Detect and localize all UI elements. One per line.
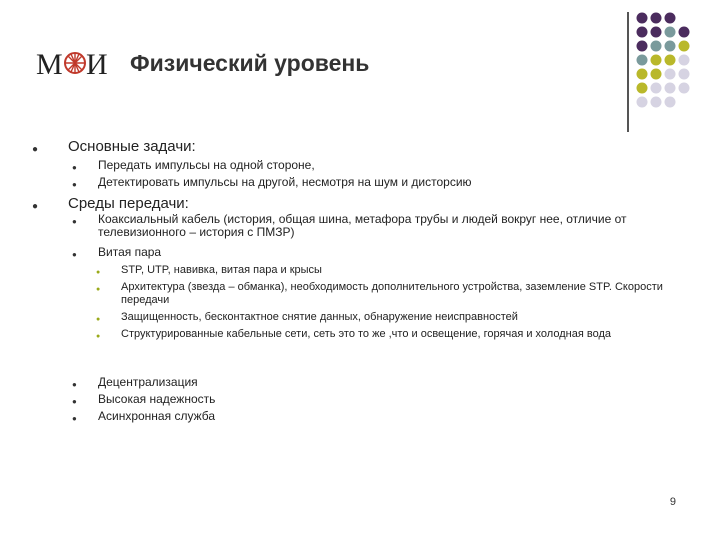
list-item: Высокая надежность [98, 392, 216, 406]
svg-text:М: М [36, 48, 63, 80]
bullet-l2: ● [72, 397, 77, 406]
decorative-dot [665, 69, 676, 80]
decorative-dot [637, 41, 648, 52]
slide-title: Физический уровень [130, 50, 370, 76]
decorative-dot [651, 27, 662, 38]
bullet-l2: ● [72, 414, 77, 423]
list-item: Коаксиальный кабель (история, общая шина, метафора трубы и людей вокруг нее, отличие от телевизионного – история с ПМЗР) [98, 212, 627, 239]
decorative-dot [679, 69, 690, 80]
bullet-l2: ● [72, 380, 77, 389]
decorative-dot [651, 41, 662, 52]
bullet-l1: ● [32, 201, 39, 212]
decorative-divider [627, 12, 629, 132]
decorative-dot [665, 13, 676, 24]
list-item: Структурированные кабельные сети, сеть это то же ,что и освещение, горячая и холодная вода [121, 328, 611, 340]
decorative-dot [665, 41, 676, 52]
bullet-l1: ● [32, 144, 39, 155]
decorative-dot [637, 27, 648, 38]
decorative-dot [665, 83, 676, 94]
topic-heading: Основные задачи: [68, 138, 196, 155]
topic-heading: Среды передачи: [68, 195, 189, 212]
decorative-dot [637, 69, 648, 80]
page-number: 9 [669, 496, 676, 508]
list-item: Передать импульсы на одной стороне, [98, 158, 315, 172]
decorative-dot [651, 69, 662, 80]
bullet-l3: ● [96, 316, 101, 323]
mei-logo [36, 44, 114, 80]
decorative-dot [651, 13, 662, 24]
list-item: Витая пара [98, 245, 162, 259]
decorative-dot [637, 55, 648, 66]
decorative-dot [651, 97, 662, 108]
decorative-dot [637, 97, 648, 108]
list-item: Децентрализация [98, 375, 198, 389]
decorative-dot [665, 27, 676, 38]
decorative-dot [679, 55, 690, 66]
decorative-dot [665, 97, 676, 108]
bullet-l2: ● [72, 250, 77, 259]
decorative-dot [637, 13, 648, 24]
decorative-dot [637, 83, 648, 94]
list-item: Защищенность, бесконтактное снятие данных, обнаружение неисправностей [121, 311, 518, 323]
decorative-dot [665, 55, 676, 66]
svg-text:И: И [86, 48, 108, 80]
list-item: Архитектура (звезда – обманка), необходимость дополнительного устройства, заземление STP. Скорости передачи [121, 281, 663, 306]
list-item: Детектировать импульсы на другой, несмотря на шум и дисторсию [98, 175, 472, 189]
decorative-dot [679, 83, 690, 94]
decorative-dot [679, 27, 690, 38]
bullet-l2: ● [72, 180, 77, 189]
decorative-dot [651, 55, 662, 66]
bullet-l3: ● [96, 286, 101, 293]
decorative-dot [651, 83, 662, 94]
decorative-dot [679, 41, 690, 52]
bullet-l2: ● [72, 163, 77, 172]
bullet-l3: ● [96, 333, 101, 340]
list-item: Асинхронная служба [98, 409, 216, 423]
list-item: STP, UTP, навивка, витая пара и крысы [121, 264, 322, 276]
bullet-l2: ● [72, 217, 77, 226]
bullet-l3: ● [96, 269, 101, 276]
